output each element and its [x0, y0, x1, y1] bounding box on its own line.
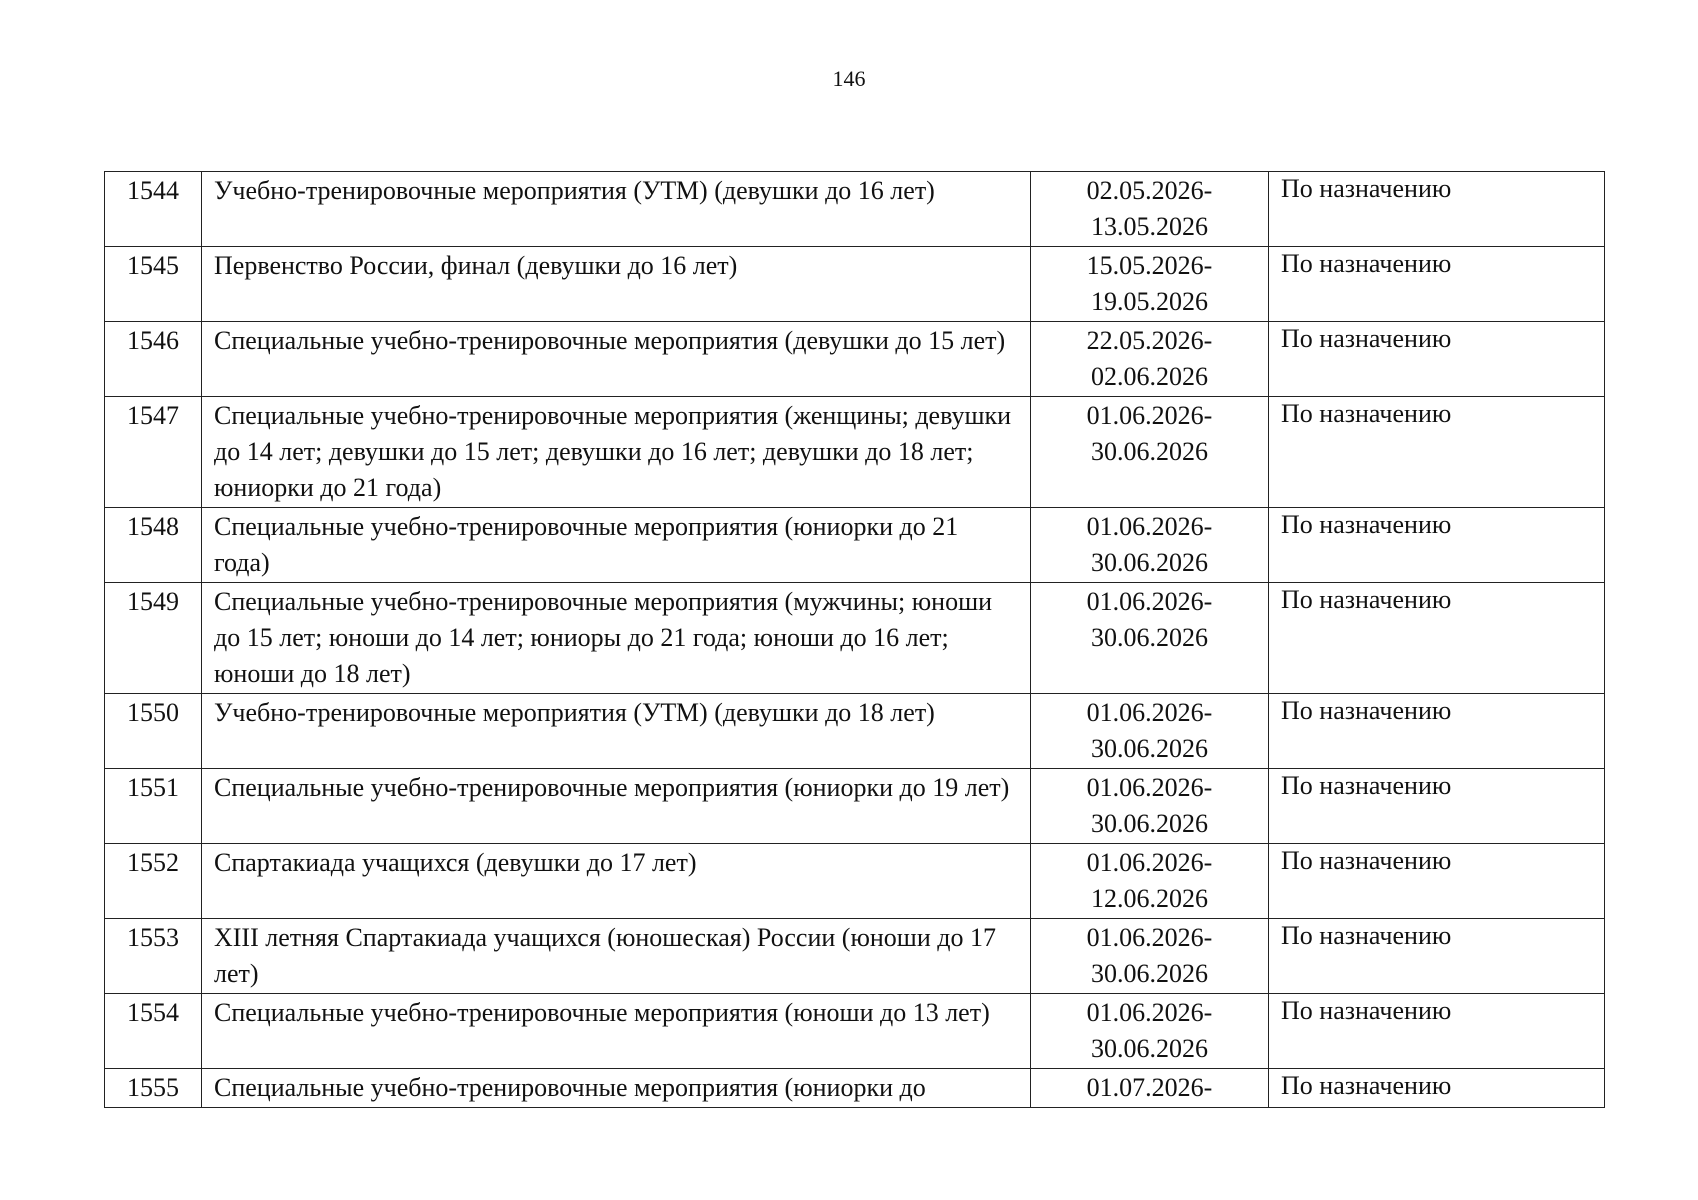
date-start: 02.05.2026- — [1086, 176, 1213, 205]
row-number: 1546 — [105, 322, 202, 397]
event-name: Спартакиада учащихся (девушки до 17 лет) — [202, 844, 1031, 919]
event-name: Специальные учебно-тренировочные мероприятия (мужчины; юноши до 15 лет; юноши до 14 лет; юниоры до 21 года; юноши до 16 лет; юноши до 18 лет) — [202, 583, 1031, 694]
event-dates — [1031, 508, 1269, 583]
event-place: По назначению — [1269, 322, 1605, 397]
event-place: По назначению — [1269, 844, 1605, 919]
date-start: 01.06.2026- — [1086, 998, 1213, 1027]
event-dates — [1031, 769, 1269, 844]
event-place: По назначению — [1269, 769, 1605, 844]
date-end: 30.06.2026 — [1091, 959, 1208, 988]
event-dates — [1031, 247, 1269, 322]
table-row — [105, 508, 1605, 583]
event-place: По назначению — [1269, 583, 1605, 694]
event-name: Специальные учебно-тренировочные мероприятия (юниорки до — [202, 1069, 1031, 1108]
event-place: По назначению — [1269, 172, 1605, 247]
date-start: 01.06.2026- — [1086, 773, 1213, 802]
event-name: Специальные учебно-тренировочные мероприятия (девушки до 15 лет) — [202, 322, 1031, 397]
event-dates — [1031, 694, 1269, 769]
event-dates — [1031, 322, 1269, 397]
event-name: Учебно-тренировочные мероприятия (УТМ) (девушки до 16 лет) — [202, 172, 1031, 247]
row-number: 1555 — [105, 1069, 202, 1108]
date-end: 30.06.2026 — [1091, 548, 1208, 577]
date-end: 30.06.2026 — [1091, 623, 1208, 652]
row-number: 1554 — [105, 994, 202, 1069]
row-number: 1545 — [105, 247, 202, 322]
row-number: 1552 — [105, 844, 202, 919]
event-place: По назначению — [1269, 694, 1605, 769]
event-place: По назначению — [1269, 247, 1605, 322]
date-end: 30.06.2026 — [1091, 437, 1208, 466]
table-row — [105, 694, 1605, 769]
event-place: По назначению — [1269, 919, 1605, 994]
row-number: 1550 — [105, 694, 202, 769]
date-end: 30.06.2026 — [1091, 734, 1208, 763]
event-dates — [1031, 844, 1269, 919]
table-row — [105, 919, 1605, 994]
date-end: 02.06.2026 — [1091, 362, 1208, 391]
date-end: 30.06.2026 — [1091, 809, 1208, 838]
table-row — [105, 172, 1605, 247]
event-dates — [1031, 919, 1269, 994]
event-name: Специальные учебно-тренировочные мероприятия (юниорки до 19 лет) — [202, 769, 1031, 844]
row-number: 1544 — [105, 172, 202, 247]
page-number: 146 — [832, 66, 866, 91]
row-number: 1553 — [105, 919, 202, 994]
event-name: Учебно-тренировочные мероприятия (УТМ) (девушки до 18 лет) — [202, 694, 1031, 769]
table-row — [105, 994, 1605, 1069]
date-start: 01.06.2026- — [1086, 401, 1213, 430]
date-end: 13.05.2026 — [1091, 212, 1208, 241]
event-place: По назначению — [1269, 1069, 1605, 1108]
date-end: 19.05.2026 — [1091, 287, 1208, 316]
date-start: 01.06.2026- — [1086, 848, 1213, 877]
table-row — [105, 247, 1605, 322]
date-start: 22.05.2026- — [1086, 326, 1213, 355]
table-row — [105, 583, 1605, 694]
event-name: Специальные учебно-тренировочные мероприятия (женщины; девушки до 14 лет; девушки до 15 лет; девушки до 16 лет; девушки до 18 лет; юниорки до 21 года) — [202, 397, 1031, 508]
table-row — [105, 322, 1605, 397]
table-row — [105, 844, 1605, 919]
date-start: 01.06.2026- — [1086, 923, 1213, 952]
row-number: 1548 — [105, 508, 202, 583]
row-number: 1551 — [105, 769, 202, 844]
date-start: 01.06.2026- — [1086, 512, 1213, 541]
date-end: 12.06.2026 — [1091, 884, 1208, 913]
date-start: 01.07.2026- — [1086, 1073, 1213, 1102]
date-start: 01.06.2026- — [1086, 698, 1213, 727]
event-dates — [1031, 994, 1269, 1069]
table-row — [105, 769, 1605, 844]
table-row — [105, 397, 1605, 508]
date-start: 01.06.2026- — [1086, 587, 1213, 616]
event-name: Первенство России, финал (девушки до 16 лет) — [202, 247, 1031, 322]
row-number: 1549 — [105, 583, 202, 694]
row-number: 1547 — [105, 397, 202, 508]
event-place: По назначению — [1269, 994, 1605, 1069]
event-place: По назначению — [1269, 397, 1605, 508]
table-row — [105, 1069, 1605, 1108]
event-place: По назначению — [1269, 508, 1605, 583]
date-end: 30.06.2026 — [1091, 1034, 1208, 1063]
event-name: Специальные учебно-тренировочные мероприятия (юниорки до 21 года) — [202, 508, 1031, 583]
events-table — [104, 171, 1605, 1108]
event-dates — [1031, 1069, 1269, 1108]
event-name: XIII летняя Спартакиада учащихся (юношеская) России (юноши до 17 лет) — [202, 919, 1031, 994]
date-start: 15.05.2026- — [1086, 251, 1213, 280]
event-dates — [1031, 172, 1269, 247]
event-name: Специальные учебно-тренировочные мероприятия (юноши до 13 лет) — [202, 994, 1031, 1069]
event-dates — [1031, 397, 1269, 508]
event-dates — [1031, 583, 1269, 694]
